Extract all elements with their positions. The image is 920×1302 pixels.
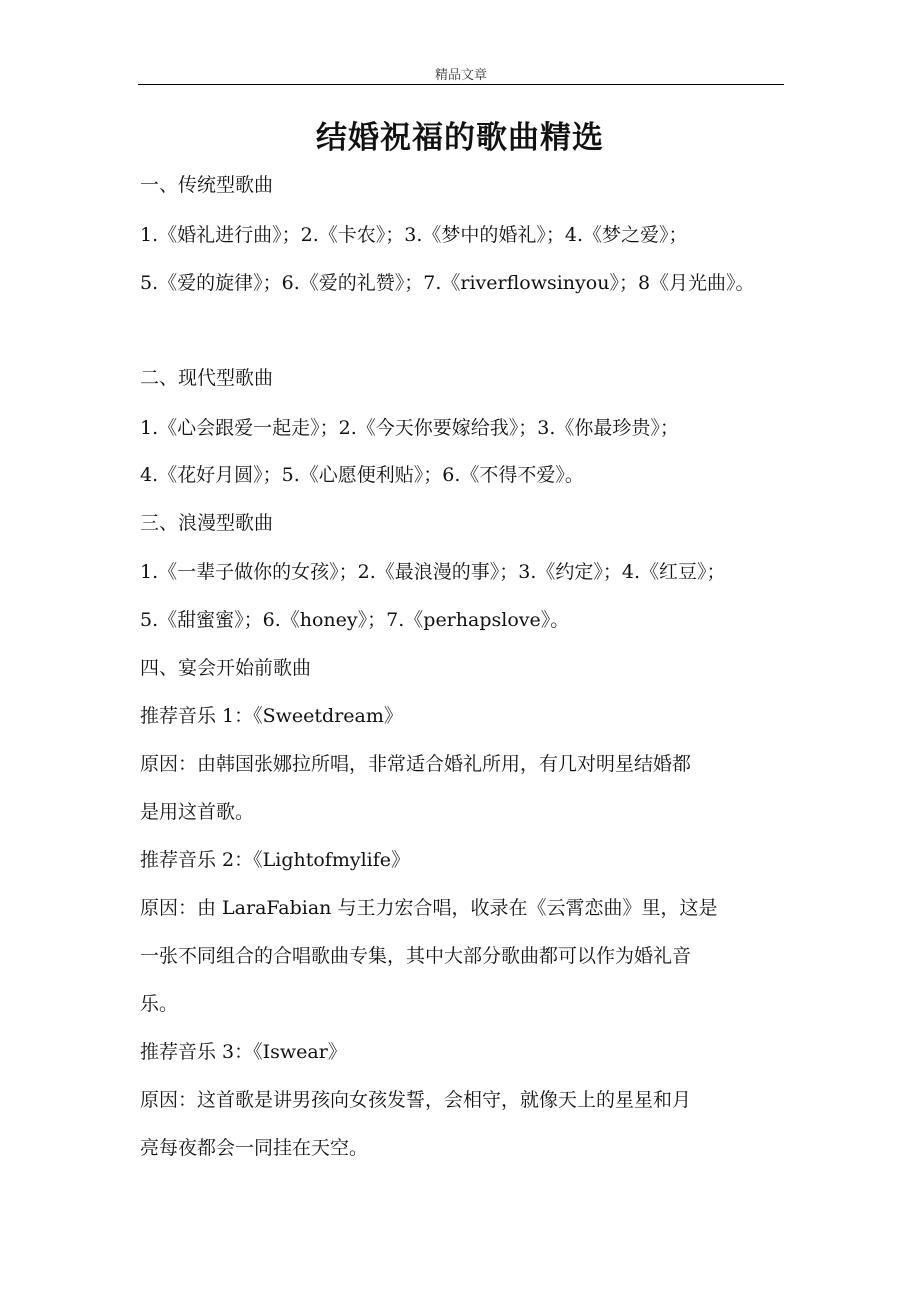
section-heading-banquet: 四、宴会开始前歌曲: [140, 657, 312, 679]
header-divider: [138, 84, 784, 85]
song-list-line: 1.《婚礼进行曲》；2.《卡农》；3.《梦中的婚礼》；4.《梦之爱》；: [140, 224, 688, 246]
recommendation-title: 推荐音乐 1：《Sweetdream》: [140, 705, 403, 727]
song-list-line: 5.《甜蜜蜜》；6.《honey》；7.《perhapslove》。: [140, 609, 570, 631]
song-list-line: 1.《心会跟爱一起走》；2.《今天你要嫁给我》；3.《你最珍贵》；: [140, 417, 679, 439]
recommendation-reason: 原因：这首歌是讲男孩向女孩发誓，会相守，就像天上的星星和月: [140, 1089, 692, 1111]
recommendation-reason: 一张不同组合的合唱歌曲专集，其中大部分歌曲都可以作为婚礼音: [140, 945, 692, 967]
song-list-line: 1.《一辈子做你的女孩》；2.《最浪漫的事》；3.《约定》；4.《红豆》；: [140, 561, 726, 583]
document-title: 结婚祝福的歌曲精选: [316, 120, 604, 156]
recommendation-reason: 亮每夜都会一同挂在天空。: [140, 1137, 369, 1159]
recommendation-reason: 原因：由 LaraFabian 与王力宏合唱，收录在《云霄恋曲》里，这是: [140, 897, 718, 919]
section-heading-romantic: 三、浪漫型歌曲: [140, 512, 274, 534]
recommendation-reason: 是用这首歌。: [140, 801, 255, 823]
page-header: 精品文章: [434, 68, 487, 83]
song-list-line: 4.《花好月圆》；5.《心愿便利贴》；6.《不得不爱》。: [140, 464, 584, 486]
section-heading-traditional: 一、传统型歌曲: [140, 174, 274, 196]
song-list-line: 5.《爱的旋律》；6.《爱的礼赞》；7.《riverflowsinyou》；8《月光曲》。: [140, 272, 755, 294]
recommendation-reason: 原因：由韩国张娜拉所唱，非常适合婚礼所用，有几对明星结婚都: [140, 753, 692, 775]
recommendation-title: 推荐音乐 2：《Lightofmylife》: [140, 849, 411, 871]
section-heading-modern: 二、现代型歌曲: [140, 367, 274, 389]
recommendation-title: 推荐音乐 3：《Iswear》: [140, 1041, 347, 1063]
recommendation-reason: 乐。: [140, 993, 179, 1015]
